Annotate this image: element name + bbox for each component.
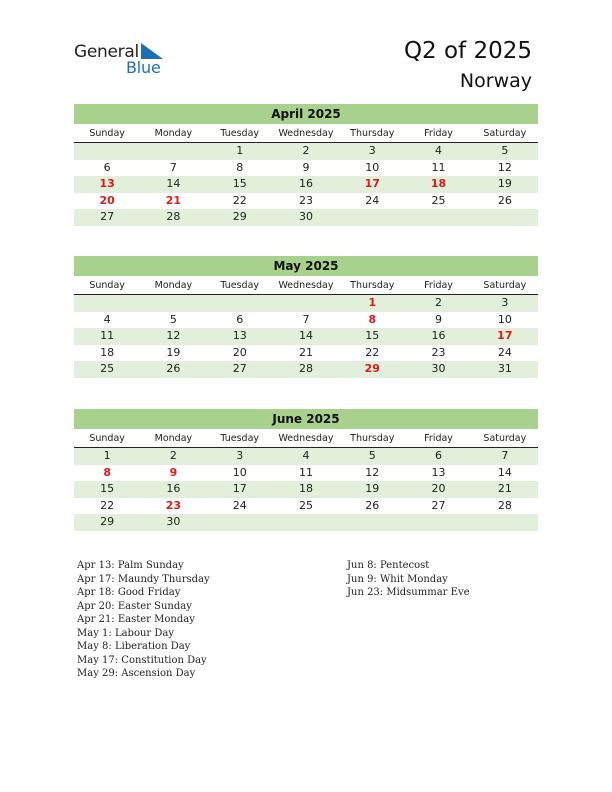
- day-cell: 10: [232, 465, 247, 479]
- weekday-label: Saturday: [483, 280, 527, 291]
- weekday-label: Thursday: [350, 280, 395, 291]
- week-row: [74, 361, 538, 378]
- day-cell: [273, 295, 339, 312]
- day-cell: 28: [166, 210, 181, 223]
- day-cell: 18: [100, 345, 115, 359]
- day-cell: [472, 514, 538, 531]
- holiday-list-item: May 29: Ascension Day: [77, 668, 196, 679]
- weekday-header-row: [74, 429, 538, 448]
- day-cell: 11: [100, 329, 115, 342]
- day-cell: 11: [431, 160, 446, 174]
- holiday-list-item: Apr 17: Maundy Thursday: [77, 573, 210, 585]
- holiday-list-right: [347, 559, 470, 600]
- weekday-label: Monday: [154, 433, 193, 444]
- day-cell: [140, 143, 206, 160]
- weekday-label: Sunday: [89, 128, 125, 139]
- day-cell: 24: [365, 193, 380, 207]
- weekday-label: Tuesday: [220, 128, 260, 139]
- day-cell: 2: [302, 144, 310, 157]
- day-cell: 7: [169, 160, 177, 174]
- holiday-day-cell: 8: [103, 465, 111, 479]
- week-row: [74, 143, 538, 160]
- day-cell: 13: [431, 465, 446, 479]
- day-cell: 6: [103, 160, 111, 174]
- day-cell: 14: [497, 465, 512, 479]
- week-row: [74, 209, 538, 226]
- holiday-list-item: Apr 18: Good Friday: [77, 587, 181, 598]
- holiday-list-item: Apr 21: Easter Monday: [77, 614, 195, 625]
- day-cell: 30: [431, 362, 446, 375]
- holiday-list-left: [77, 559, 210, 681]
- day-cell: 5: [169, 312, 177, 326]
- day-cell: 8: [236, 160, 244, 174]
- month-title: April 2025: [74, 104, 538, 124]
- week-row: [74, 465, 538, 482]
- holiday-day-cell: 23: [165, 498, 182, 512]
- day-cell: 6: [236, 312, 244, 326]
- day-cell: 2: [435, 296, 443, 309]
- day-cell: 6: [435, 449, 443, 462]
- day-cell: 4: [435, 144, 443, 157]
- day-cell: 5: [501, 144, 509, 157]
- week-row: [74, 193, 538, 210]
- day-cell: 10: [497, 312, 512, 326]
- day-cell: 25: [431, 193, 446, 207]
- day-cell: 10: [365, 160, 380, 174]
- day-cell: 14: [298, 329, 313, 342]
- weekday-label: Wednesday: [278, 128, 334, 139]
- day-cell: 15: [232, 177, 247, 190]
- day-cell: 20: [431, 482, 446, 495]
- day-cell: 21: [497, 482, 512, 495]
- day-cell: 21: [298, 345, 313, 359]
- day-cell: 19: [166, 345, 181, 359]
- day-cell: 31: [497, 362, 512, 375]
- day-cell: 12: [497, 160, 512, 174]
- country-name: Norway: [459, 70, 532, 92]
- day-cell: [339, 514, 405, 531]
- day-cell: 30: [298, 210, 313, 223]
- holiday-list-item: Apr 20: Easter Sunday: [77, 600, 192, 612]
- day-cell: 26: [497, 193, 512, 207]
- day-cell: 7: [501, 449, 509, 462]
- day-cell: 15: [365, 329, 380, 342]
- day-cell: 22: [100, 498, 115, 512]
- week-row: [74, 295, 538, 312]
- holiday-day-cell: 18: [430, 177, 447, 190]
- holiday-day-cell: 17: [497, 329, 513, 342]
- week-row: [74, 345, 538, 362]
- weekday-label: Saturday: [483, 128, 527, 139]
- holiday-day-cell: 17: [364, 177, 380, 190]
- week-row: [74, 481, 538, 498]
- week-row: [74, 328, 538, 345]
- day-cell: 28: [497, 498, 512, 512]
- logo-blue-text: Blue: [126, 58, 161, 77]
- month-title: May 2025: [74, 256, 538, 276]
- day-cell: 20: [232, 345, 247, 359]
- day-cell: 16: [166, 482, 181, 495]
- holiday-list-item: Jun 9: Whit Monday: [347, 573, 448, 585]
- day-cell: [273, 514, 339, 531]
- day-cell: 19: [365, 482, 380, 495]
- day-cell: 30: [166, 515, 181, 528]
- day-cell: 23: [298, 193, 313, 207]
- day-cell: [339, 209, 405, 226]
- week-row: [74, 160, 538, 177]
- weekday-label: Tuesday: [220, 433, 260, 444]
- day-cell: 9: [435, 312, 443, 326]
- day-cell: 27: [431, 498, 446, 512]
- holiday-list-item: May 1: Labour Day: [77, 627, 174, 639]
- day-cell: 14: [166, 177, 181, 190]
- day-cell: 25: [100, 362, 115, 375]
- holiday-list-item: May 8: Liberation Day: [77, 641, 191, 652]
- day-cell: 16: [431, 329, 446, 342]
- logo-triangle-icon: [141, 43, 163, 59]
- month-calendar-april: [74, 104, 538, 226]
- day-cell: 1: [103, 449, 111, 462]
- page-title: Q2 of 2025: [403, 38, 532, 64]
- logo-general-text: General: [74, 42, 139, 62]
- weekday-label: Sunday: [89, 280, 125, 291]
- day-cell: 12: [365, 465, 380, 479]
- week-row: [74, 312, 538, 329]
- holiday-list-item: Jun 8: Pentecost: [347, 560, 430, 571]
- holiday-list-item: May 17: Constitution Day: [77, 654, 207, 666]
- day-cell: 29: [100, 515, 115, 528]
- day-cell: 7: [302, 312, 310, 326]
- holiday-day-cell: 29: [364, 362, 380, 375]
- day-cell: 3: [236, 449, 244, 462]
- day-cell: 9: [302, 160, 310, 174]
- day-cell: 3: [368, 144, 376, 157]
- day-cell: 18: [298, 482, 313, 495]
- day-cell: 22: [232, 193, 247, 207]
- weekday-label: Monday: [154, 128, 193, 139]
- weekday-label: Saturday: [483, 433, 527, 444]
- day-cell: 17: [232, 482, 247, 495]
- day-cell: 25: [298, 498, 313, 512]
- day-cell: [405, 209, 471, 226]
- day-cell: 2: [169, 449, 177, 462]
- holiday-list-item: Apr 13: Palm Sunday: [77, 560, 184, 571]
- week-row: [74, 498, 538, 515]
- day-cell: 24: [232, 498, 247, 512]
- day-cell: 1: [236, 144, 244, 157]
- day-cell: 15: [100, 482, 115, 495]
- holiday-day-cell: 20: [99, 193, 115, 207]
- day-cell: [207, 295, 273, 312]
- day-cell: 13: [232, 329, 247, 342]
- day-cell: [405, 514, 471, 531]
- holiday-day-cell: 8: [368, 312, 377, 326]
- holiday-day-cell: 13: [99, 177, 115, 190]
- day-cell: 29: [232, 210, 247, 223]
- day-cell: 16: [298, 177, 313, 190]
- weekday-label: Thursday: [350, 433, 395, 444]
- day-cell: 3: [501, 296, 509, 309]
- day-cell: 27: [100, 210, 115, 223]
- weekday-header-row: [74, 276, 538, 295]
- month-calendar-june: [74, 409, 538, 531]
- weekday-label: Friday: [424, 128, 453, 139]
- holiday-day-cell: 9: [169, 465, 178, 479]
- day-cell: [140, 295, 206, 312]
- month-title: June 2025: [74, 409, 538, 429]
- day-cell: 26: [365, 498, 380, 512]
- day-cell: 4: [103, 312, 111, 326]
- logo: [74, 42, 184, 78]
- day-cell: 23: [431, 345, 446, 359]
- day-cell: 28: [298, 362, 313, 375]
- day-cell: 19: [497, 177, 512, 190]
- day-cell: [74, 143, 140, 160]
- weekday-label: Wednesday: [278, 280, 334, 291]
- weekday-label: Monday: [154, 280, 193, 291]
- holiday-list-item: Jun 23: Midsummar Eve: [347, 587, 470, 598]
- day-cell: [74, 295, 140, 312]
- day-cell: 12: [166, 329, 181, 342]
- day-cell: [472, 209, 538, 226]
- day-cell: 26: [166, 362, 181, 375]
- weekday-label: Friday: [424, 280, 453, 291]
- day-cell: 5: [368, 449, 376, 462]
- month-calendar-may: [74, 256, 538, 378]
- weekday-label: Tuesday: [220, 280, 260, 291]
- holiday-day-cell: 1: [368, 296, 377, 309]
- day-cell: 22: [365, 345, 380, 359]
- weekday-label: Friday: [424, 433, 453, 444]
- holiday-day-cell: 21: [165, 193, 182, 207]
- weekday-label: Sunday: [89, 433, 125, 444]
- day-cell: 24: [497, 345, 512, 359]
- day-cell: [207, 514, 273, 531]
- week-row: [74, 448, 538, 465]
- day-cell: 4: [302, 449, 310, 462]
- weekday-header-row: [74, 124, 538, 143]
- week-row: [74, 514, 538, 531]
- weekday-label: Thursday: [350, 128, 395, 139]
- day-cell: 11: [298, 465, 313, 479]
- week-row: [74, 176, 538, 193]
- weekday-label: Wednesday: [278, 433, 334, 444]
- day-cell: 27: [232, 362, 247, 375]
